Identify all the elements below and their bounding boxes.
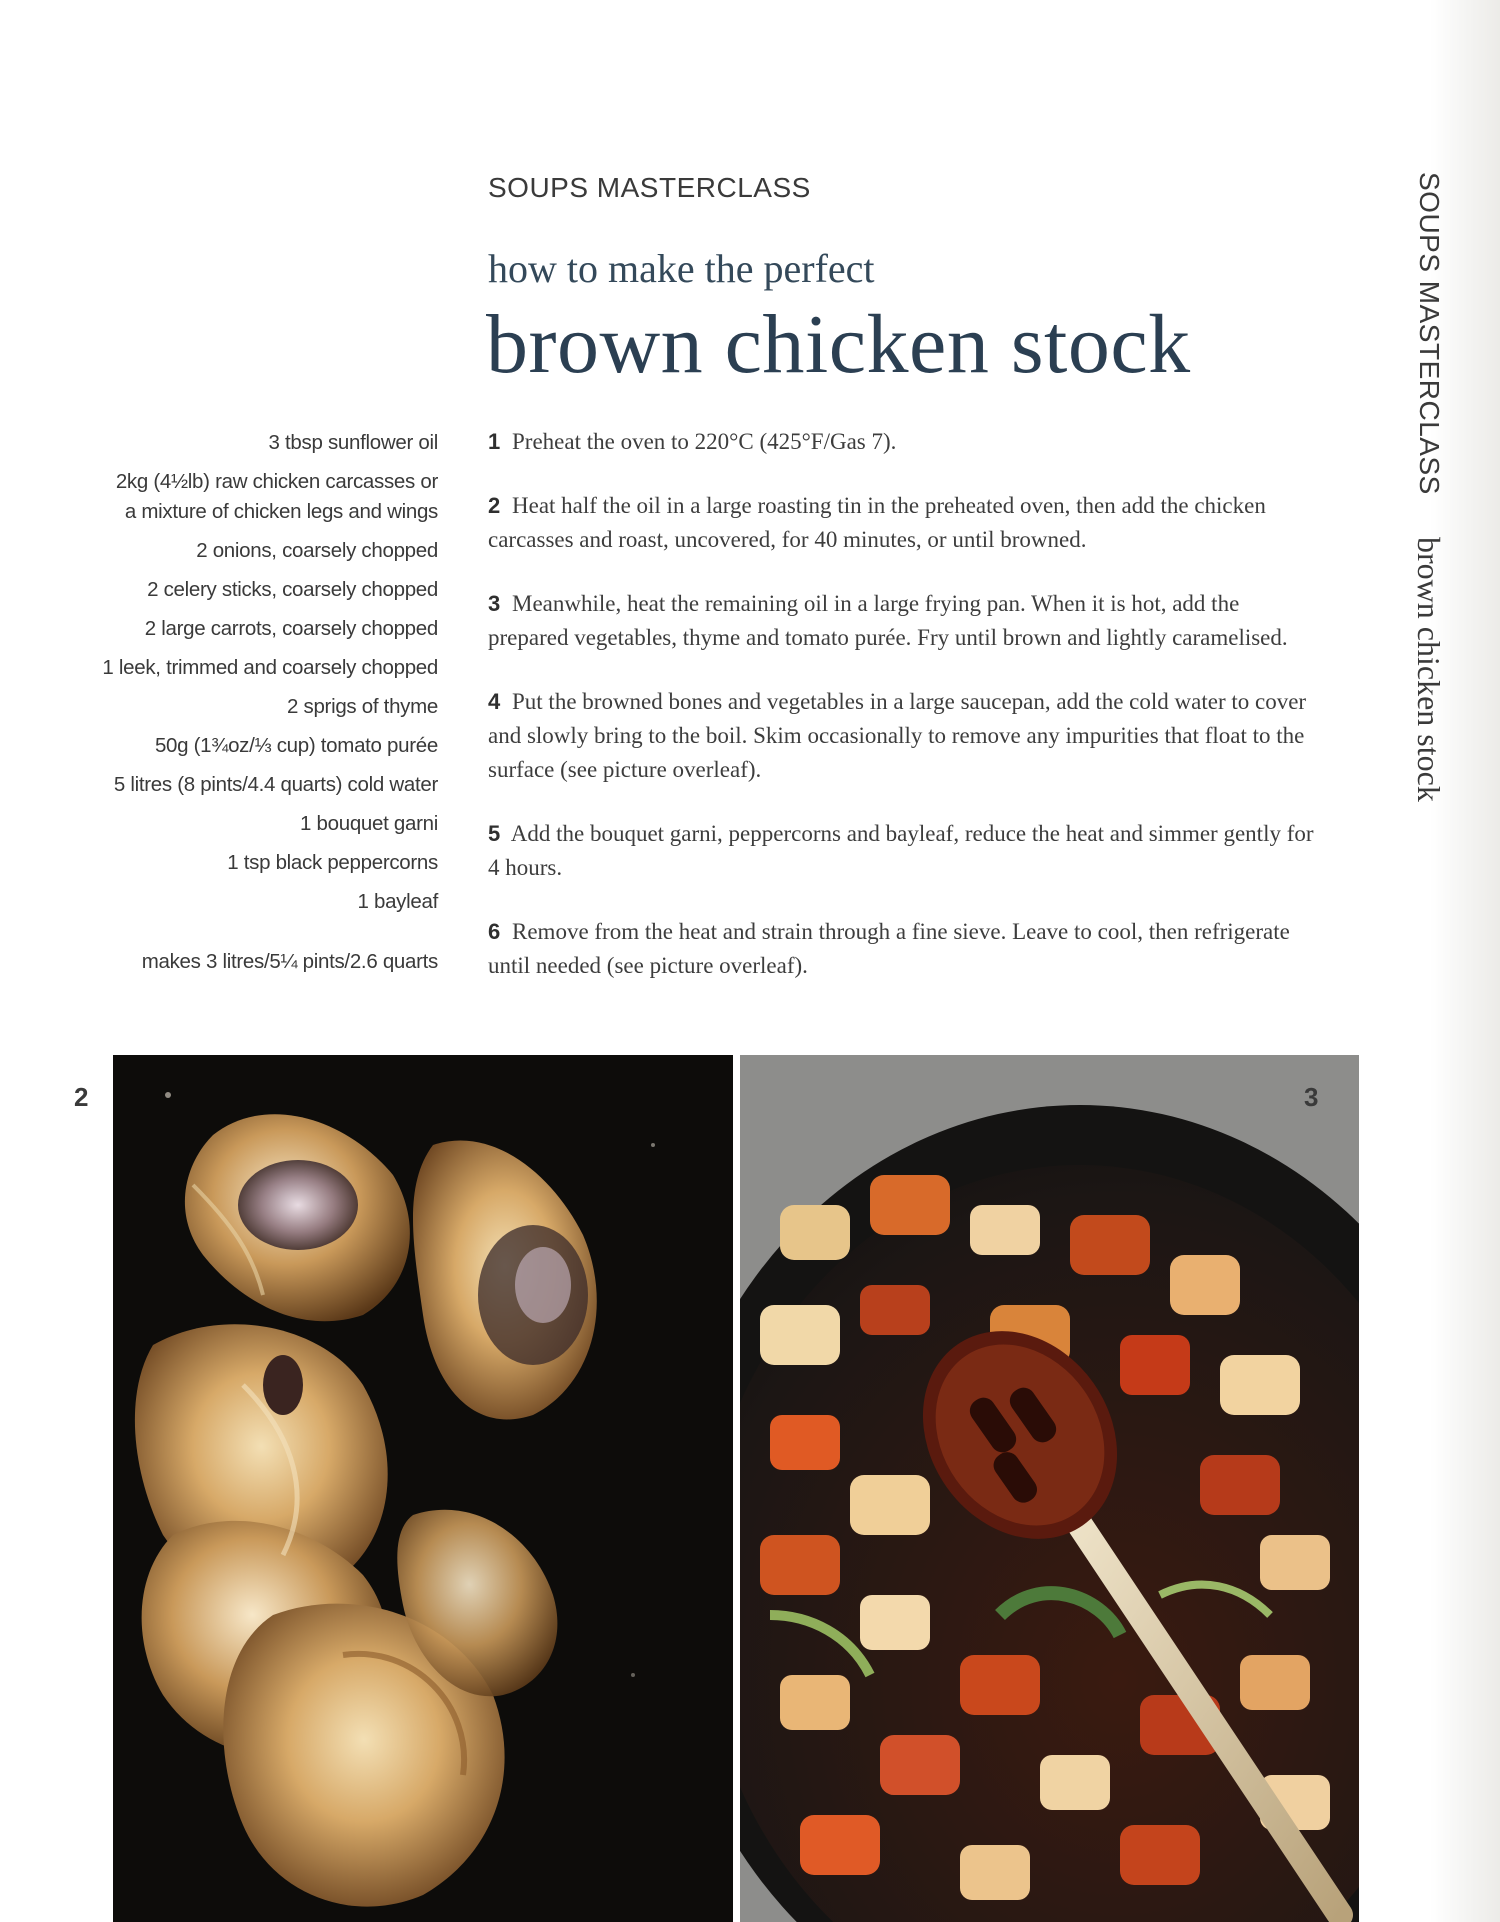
ingredient-item: 2 large carrots, coarsely chopped <box>144 617 438 640</box>
method-step <box>488 685 1320 787</box>
ingredient-item: 50g (1¾oz/⅓ cup) tomato purée <box>154 734 438 757</box>
method-steps <box>488 425 1320 1013</box>
step-number: 1 <box>488 429 501 454</box>
step-text: Heat half the oil in a large roasting tin in the preheated oven, then add the chicken carcasses and roast, uncovered, for 40 minutes, or until browned. <box>488 493 1266 552</box>
method-step <box>488 587 1320 655</box>
photo-number-right: 3 <box>1304 1082 1319 1112</box>
section-label: SOUPS MASTERCLASS <box>488 172 811 203</box>
method-step <box>488 915 1320 983</box>
recipe-yield: makes 3 litres/5¼ pints/2.6 quarts <box>141 950 438 973</box>
running-head-section: SOUPS MASTERCLASS <box>1414 172 1445 495</box>
ingredient-item: 1 tsp black peppercorns <box>227 851 438 874</box>
photo-roasted-carcasses <box>113 1055 733 1922</box>
ingredient-item: 1 leek, trimmed and coarsely chopped <box>102 656 438 679</box>
ingredient-item: 1 bouquet garni <box>300 812 438 835</box>
method-step <box>488 489 1320 557</box>
step-number: 2 <box>488 493 501 518</box>
photo-number-left: 2 <box>74 1082 89 1112</box>
step-text: Preheat the oven to 220°C (425°F/Gas 7). <box>512 429 897 454</box>
method-step <box>488 817 1320 885</box>
step-number: 4 <box>488 689 501 714</box>
step-text: Put the browned bones and vegetables in a large saucepan, add the cold water to cover and slowly bring to the boil. Skim occasionally to remove any impurities that float to the surface (see picture overleaf). <box>488 689 1307 782</box>
recipe-subtitle: how to make the perfect <box>488 246 875 291</box>
ingredient-item: 2 onions, coarsely chopped <box>196 539 438 562</box>
step-number: 6 <box>488 919 501 944</box>
step-text: Add the bouquet garni, peppercorns and bayleaf, reduce the heat and simmer gently for 4 hours. <box>488 821 1314 880</box>
running-head-title: brown chicken stock <box>1411 536 1447 802</box>
recipe-title: brown chicken stock <box>486 298 1191 391</box>
ingredients-list <box>100 428 438 977</box>
running-head <box>1410 172 1447 802</box>
ingredient-item: 2 sprigs of thyme <box>287 695 438 718</box>
ingredient-item: 5 litres (8 pints/4.4 quarts) cold water <box>113 773 438 796</box>
ingredient-item: 3 tbsp sunflower oil <box>268 431 438 454</box>
step-number: 5 <box>488 821 501 846</box>
photo-frying-vegetables <box>740 1055 1359 1922</box>
ingredient-item: 2 celery sticks, coarsely chopped <box>147 578 438 601</box>
method-step <box>488 425 1320 459</box>
step-number: 3 <box>488 591 501 616</box>
ingredient-item: 2kg (4½lb) raw chicken carcasses or a mixture of chicken legs and wings <box>115 470 438 523</box>
ingredient-item: 1 bayleaf <box>357 890 438 913</box>
step-text: Remove from the heat and strain through a fine sieve. Leave to cool, then refrigerate until needed (see picture overleaf). <box>488 919 1290 978</box>
step-text: Meanwhile, heat the remaining oil in a large frying pan. When it is hot, add the prepared vegetables, thyme and tomato purée. Fry until brown and lightly caramelised. <box>488 591 1288 650</box>
